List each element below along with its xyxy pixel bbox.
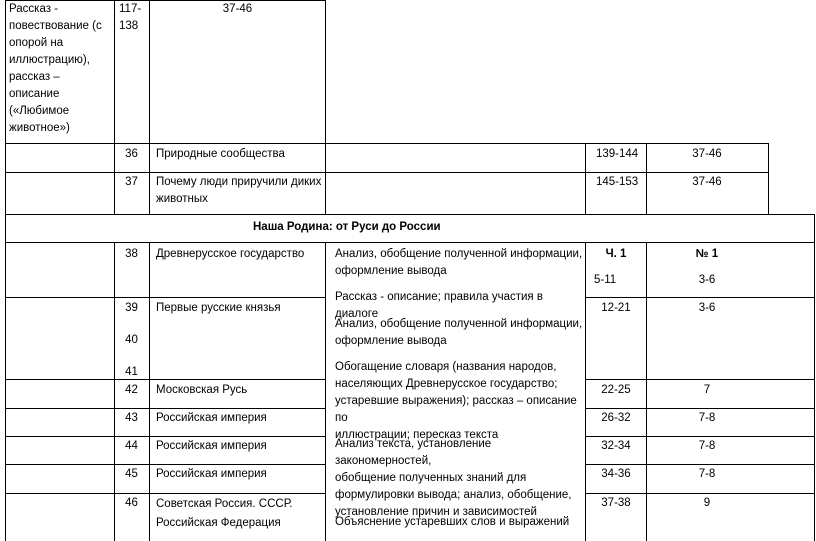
- row-36-number: 36: [125, 148, 138, 160]
- activity-text: Рассказ - описание; правила участия в диалоге: [335, 291, 543, 320]
- grid-line: [5, 214, 814, 215]
- grid-line: [325, 242, 326, 541]
- row-36-topic: Природные сообщества: [156, 148, 285, 160]
- workbook-label: № 1: [695, 248, 719, 260]
- grid-line: [814, 214, 815, 541]
- row-43-number: 43: [125, 412, 138, 424]
- row-45-number: 45: [125, 468, 138, 480]
- row-42-topic: Московская Русь: [156, 384, 248, 396]
- row-38-number: 38: [125, 248, 138, 260]
- row-45-topic: Российская империя: [156, 468, 267, 480]
- row-39-pages: 12-21: [601, 302, 631, 314]
- activity-text: Анализ текста, установление закономерностей, обобщение полученных знаний для формулировки вывода; анализ, обобщение, установление причин и зависимостей: [335, 438, 572, 518]
- activity-text: Объяснение устаревших слов и выражений: [335, 516, 570, 528]
- row-46-number: 46: [125, 497, 138, 509]
- row-46-pages: 37-38: [601, 497, 631, 509]
- row-44-workbook: 7-8: [698, 440, 716, 452]
- grid-line: [585, 297, 814, 298]
- grid-line: [5, 0, 6, 541]
- row-45-workbook: 7-8: [698, 468, 716, 480]
- row-42-number: 42: [125, 384, 138, 396]
- grid-line: [768, 143, 769, 214]
- row-42-pages: 22-25: [601, 384, 631, 396]
- row-43-workbook: 7-8: [698, 412, 716, 424]
- row-46-workbook: 9: [703, 497, 711, 509]
- grid-line: [5, 143, 768, 144]
- top-row-pages: 117- 138: [119, 3, 142, 32]
- grid-line: [5, 379, 325, 380]
- row-38-workbook: 3-6: [698, 274, 716, 286]
- grid-line: [5, 408, 325, 409]
- grid-line: [5, 464, 325, 465]
- row-38-topic: Древнерусское государство: [156, 248, 305, 260]
- activity-text: Анализ, обобщение полученной информации, оформление вывода: [335, 248, 583, 277]
- row-37-workbook: 37-46: [692, 176, 722, 188]
- activity-text: Обогащение словаря (названия народов, населяющих Древнерусское государство; устаревшие выражения); рассказ – описание по иллюстрации; пересказ текста: [335, 361, 577, 441]
- grid-line: [585, 143, 586, 214]
- row-36-workbook: 37-46: [692, 148, 722, 160]
- row-42-workbook: 7: [703, 384, 711, 396]
- grid-line: [5, 242, 814, 243]
- row-38-pages: 5-11: [594, 274, 617, 286]
- row-46-topic: Советская Россия. СССР. Российская Федерация: [156, 498, 293, 529]
- row-36-pages: 139-144: [596, 148, 639, 160]
- row-39-41-number: 39 40 41: [125, 302, 138, 378]
- row-37-pages: 145-153: [596, 176, 639, 188]
- grid-line: [5, 436, 325, 437]
- row-44-topic: Российская империя: [156, 440, 267, 452]
- top-row-workbook: 37-46: [222, 3, 253, 15]
- grid-line: [585, 379, 814, 380]
- part-label: Ч. 1: [605, 248, 627, 260]
- row-39-workbook: 3-6: [698, 302, 716, 314]
- section-title: Наша Родина: от Руси до России: [253, 221, 441, 233]
- row-37-number: 37: [125, 176, 138, 188]
- row-44-number: 44: [125, 440, 138, 452]
- grid-line: [585, 493, 814, 494]
- row-45-pages: 34-36: [601, 468, 631, 480]
- grid-line: [5, 493, 325, 494]
- grid-line: [585, 408, 814, 409]
- grid-line: [5, 297, 325, 298]
- row-43-pages: 26-32: [601, 412, 631, 424]
- grid-line: [149, 0, 150, 214]
- activity-text: Анализ, обобщение полученной информации, оформление вывода: [335, 318, 583, 347]
- grid-line: [585, 436, 814, 437]
- row-44-pages: 32-34: [601, 440, 631, 452]
- grid-line: [325, 0, 326, 214]
- top-row-topic: Рассказ - повествование (с опорой на иллюстрацию), рассказ – описание («Любимое животное»): [9, 3, 102, 134]
- grid-line: [149, 242, 150, 541]
- row-37-topic: Почему люди приручили диких животных: [156, 176, 322, 205]
- grid-line: [5, 172, 768, 173]
- row-43-topic: Российская империя: [156, 412, 267, 424]
- grid-line: [585, 464, 814, 465]
- row-39-topic: Первые русские князья: [156, 302, 281, 314]
